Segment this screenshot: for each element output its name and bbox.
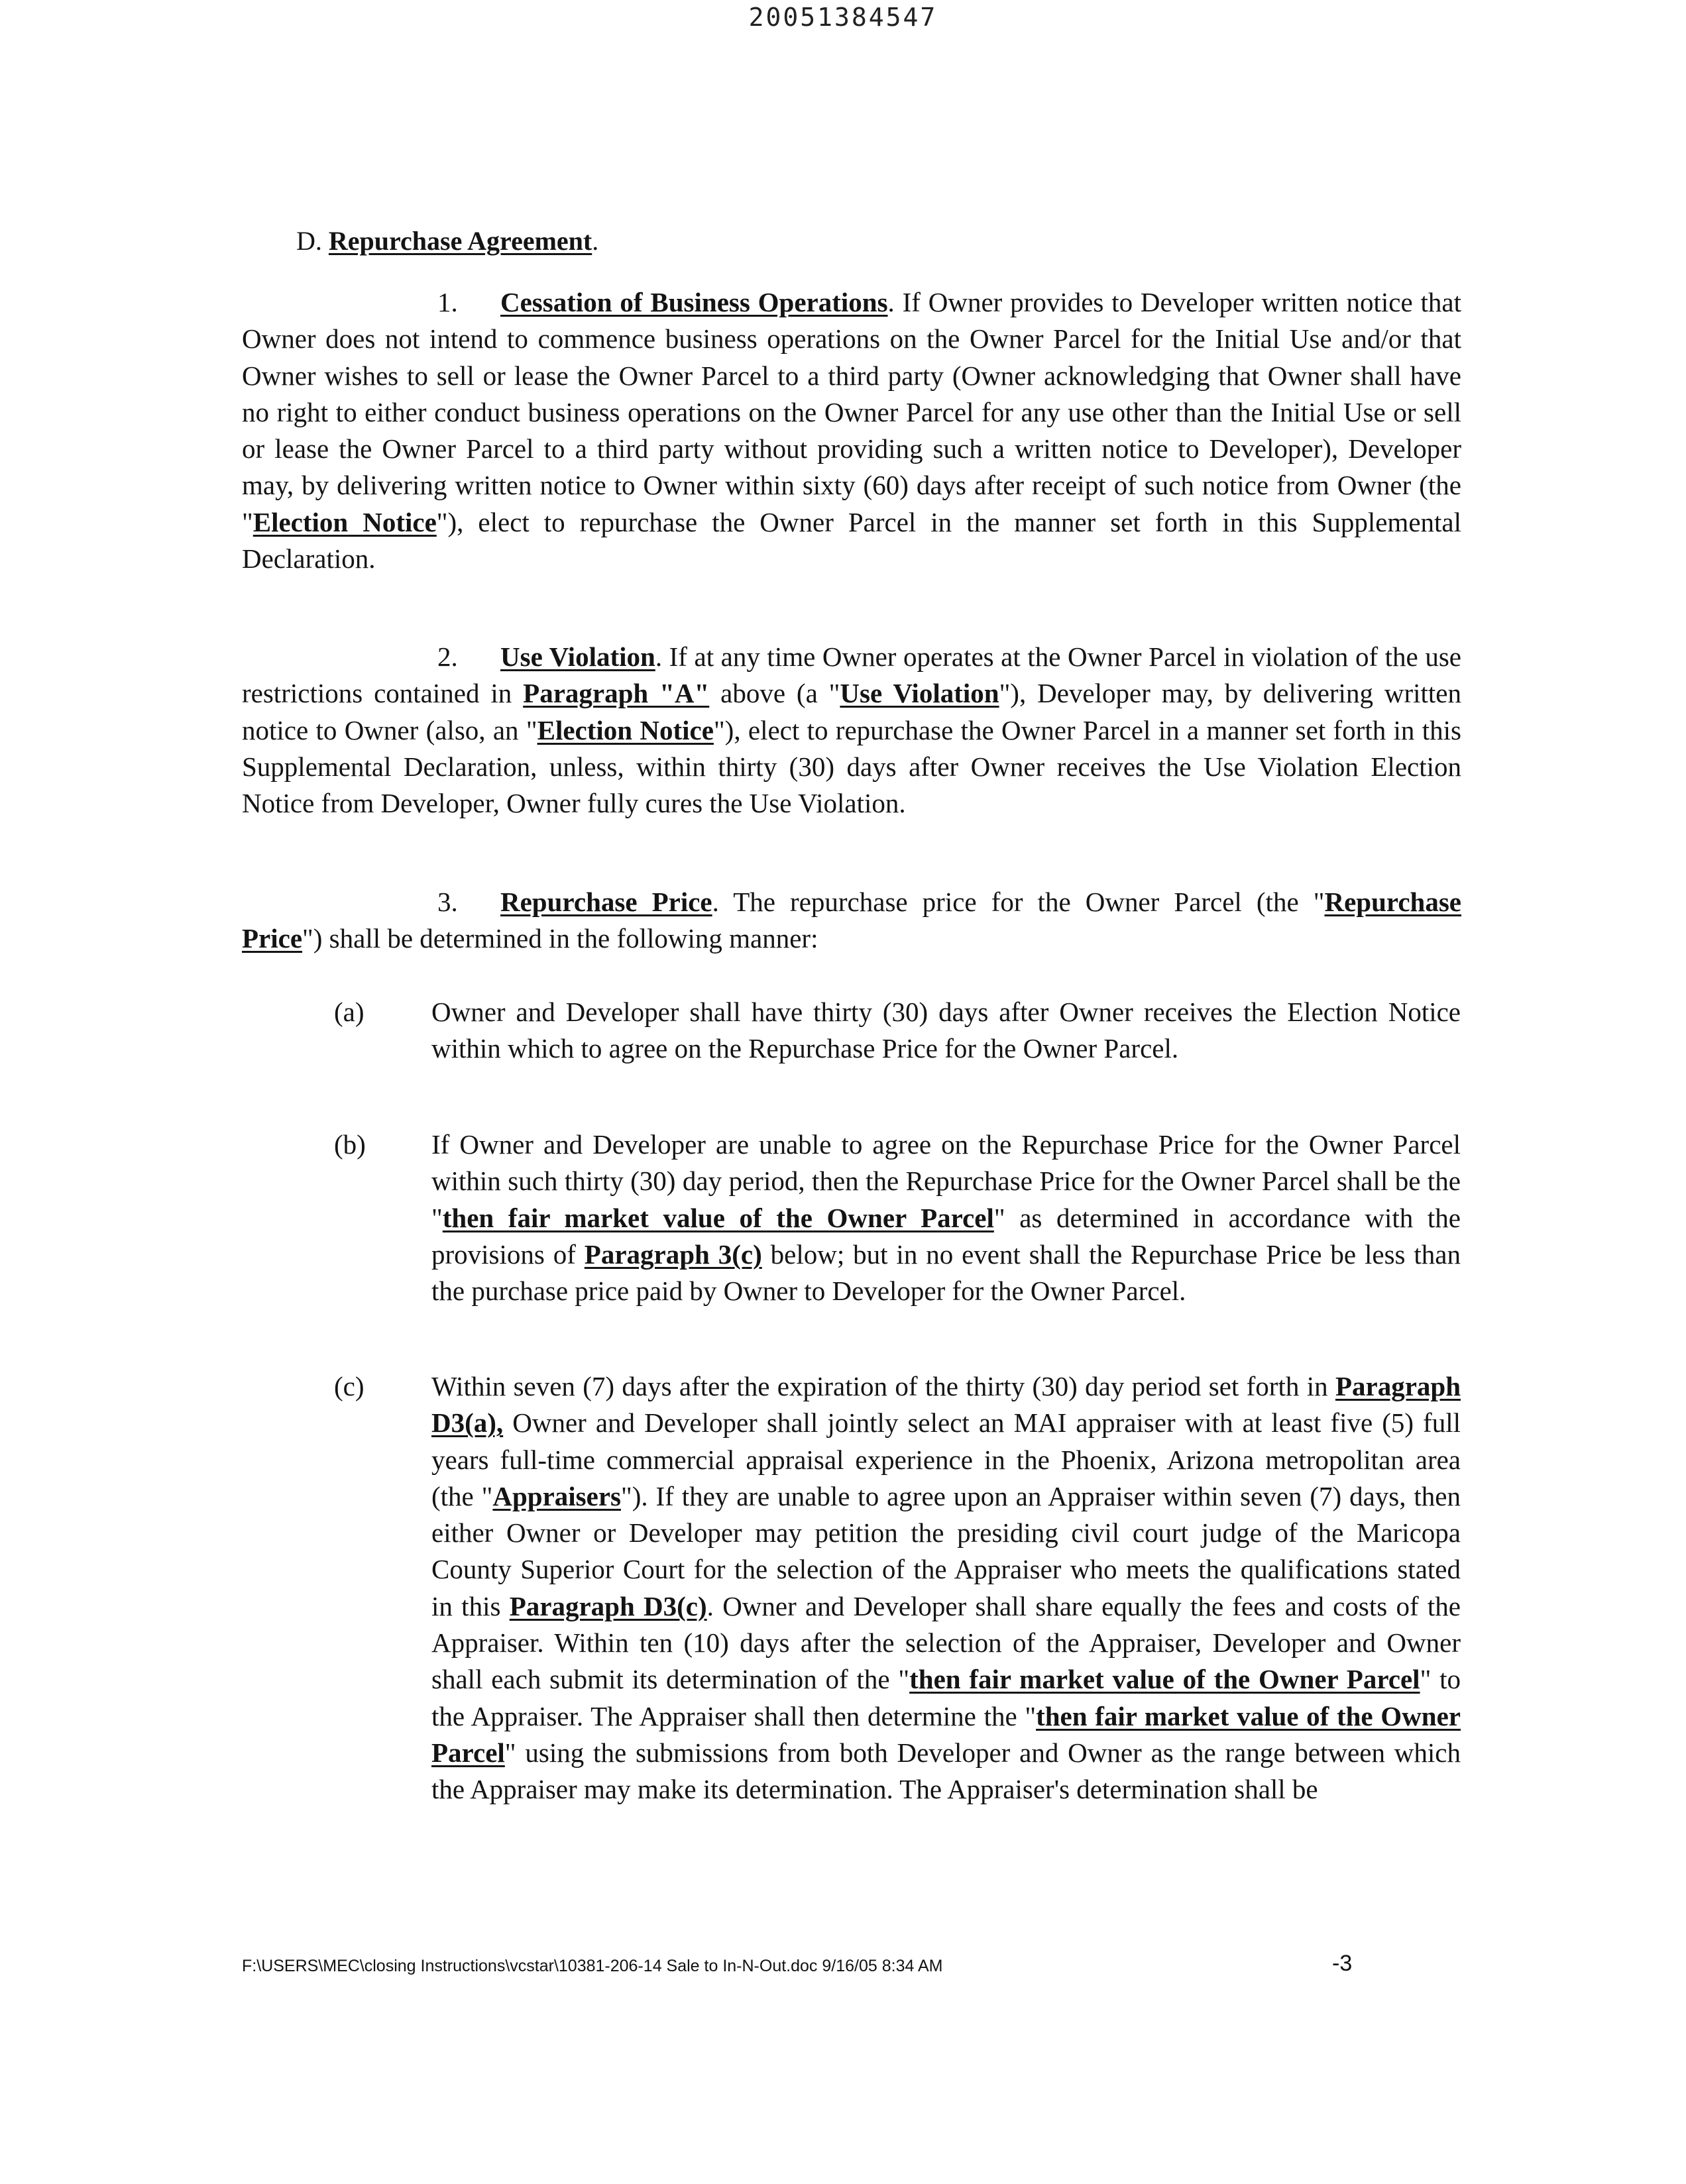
use-violation-term: Use Violation xyxy=(840,678,999,709)
paragraph-2-title: Use Violation xyxy=(500,641,655,672)
election-notice-term-2: Election Notice xyxy=(537,714,714,745)
paragraph-2-text: . If at any time Owner operates at the Owner Parcel in violation of the use restrictions contained in xyxy=(242,641,1461,709)
paragraph-2-text-b: above (a " xyxy=(709,678,840,709)
subparagraph-c-text-a: Within seven (7) days after the expiration of the thirty (30) day period set forth in xyxy=(431,1371,1335,1401)
subparagraph-c-text-d: . Owner and Developer shall share equally the fees and costs of the Appraiser. Within ten (10) days after the selection of the Appraiser, Developer and Owner shall each submit its determination of the " xyxy=(431,1590,1461,1695)
subparagraph-b-text-a: If Owner and Developer are unable to agree on the Repurchase Price for the Owner Parcel within such thirty (30) day period, then the Repurchase Price for the Owner Parcel shall be the " xyxy=(431,1129,1461,1233)
page-number: -3 xyxy=(1332,1951,1353,1976)
paragraph-1-text: . If Owner provides to Developer written notice that Owner does not intend to commence business operations on the Owner Parcel for the Initial Use and/or that Owner wishes to sell or lease the Owner Parcel to a third party (Owner acknowledging that Owner shall have no right to either conduct business operations on the Owner Parcel for any use other than the Initial Use or sell or lease the Owner Parcel to a third party without providing such a written notice to Developer), Developer may, by delivering written notice to Owner within sixty (60) days after receipt of such notice from Owner (the " xyxy=(242,287,1461,537)
subparagraph-c-text-e: " to the Appraiser. The Appraiser shall then determine the " xyxy=(431,1664,1461,1731)
paragraph-d3a-reference: Paragraph D3(a), xyxy=(431,1371,1461,1439)
document-number: 20051384547 xyxy=(748,3,938,32)
subparagraph-c-text-c: "). If they are unable to agree upon an Appraiser within seven (7) days, then either Owner or Developer may petition the presiding civil court judge of the Maricopa County Superior Court for the selection of the Appraiser who meets the qualifications stated in this xyxy=(431,1480,1461,1621)
fair-market-value-term-3: then fair market value of the Owner Parcel xyxy=(431,1700,1461,1768)
paragraph-1-number: 1. xyxy=(437,287,458,317)
subparagraph-b-text-b: " as determined in accordance with the provisions of xyxy=(431,1202,1461,1270)
subparagraph-c-text-b: Owner and Developer shall jointly select an MAI appraiser with at least five (5) full years full-time commercial appraisal experience in the Phoenix, Arizona metropolitan area (the " xyxy=(431,1407,1461,1511)
subparagraph-c-text-f: " using the submissions from both Developer and Owner as the range between which the Appraiser may make its determination. The Appraiser's determination shall be xyxy=(431,1737,1461,1805)
subparagraph-a-text: Owner and Developer shall have thirty (30) days after Owner receives the Election Notice within which to agree on the Repurchase Price for the Owner Parcel. xyxy=(431,997,1461,1064)
subparagraph-b-text xyxy=(431,1126,1461,1309)
subparagraph-b-label: (b) xyxy=(334,1129,366,1160)
appraisers-term: Appraisers xyxy=(492,1480,621,1511)
fair-market-value-term-2: then fair market value of the Owner Parcel xyxy=(909,1664,1420,1695)
paragraph-1 xyxy=(242,284,1461,577)
paragraph-2-text-c: "), Developer may, by delivering written notice to Owner (also, an " xyxy=(242,678,1461,745)
paragraph-2-text-d: "), elect to repurchase the Owner Parcel in a manner set forth in this Supplemental Declaration, unless, within thirty (30) days after Owner receives the Use Violation Election Notice from Developer, Owner fully cures the Use Violation. xyxy=(242,714,1461,819)
paragraph-3-number: 3. xyxy=(437,887,458,917)
section-heading xyxy=(296,223,598,259)
section-title-period: . xyxy=(592,226,599,256)
section-title: Repurchase Agreement xyxy=(328,226,592,256)
paragraph-1-text-end: "), elect to repurchase the Owner Parcel in the manner set forth in this Supplemental Declaration. xyxy=(242,506,1462,574)
fair-market-value-term: then fair market value of the Owner Parcel xyxy=(442,1202,994,1233)
election-notice-term: Election Notice xyxy=(253,506,437,537)
paragraph-d3c-reference: Paragraph D3(c) xyxy=(509,1590,707,1621)
subparagraph-c-text xyxy=(431,1368,1461,1808)
paragraph-3-text: . The repurchase price for the Owner Parcel (the " xyxy=(712,887,1325,917)
subparagraph-b-text-c: below; but in no event shall the Repurchase Price be less than the purchase price paid by Owner to Developer for the Owner Parcel. xyxy=(431,1238,1461,1307)
paragraph-2-number: 2. xyxy=(437,641,458,672)
subparagraph-c-label: (c) xyxy=(334,1371,365,1401)
paragraph-a-reference: Paragraph "A" xyxy=(523,678,710,709)
paragraph-1-title: Cessation of Business Operations xyxy=(500,287,888,317)
subparagraph-a-label: (a) xyxy=(334,997,365,1027)
paragraph-2 xyxy=(242,639,1461,822)
paragraph-3c-reference: Paragraph 3(c) xyxy=(584,1238,762,1270)
paragraph-3 xyxy=(242,884,1461,957)
paragraph-3-text-end: ") shall be determined in the following manner: xyxy=(302,923,818,954)
repurchase-price-term: Repurchase Price xyxy=(242,887,1461,954)
paragraph-3-title: Repurchase Price xyxy=(500,887,712,917)
section-letter: D. xyxy=(296,226,322,256)
footer-file-path: F:\USERS\MEC\closing Instructions\vcstar\10381-206-14 Sale to In-N-Out.doc 9/16/05 8:34 AM xyxy=(242,1957,943,1975)
